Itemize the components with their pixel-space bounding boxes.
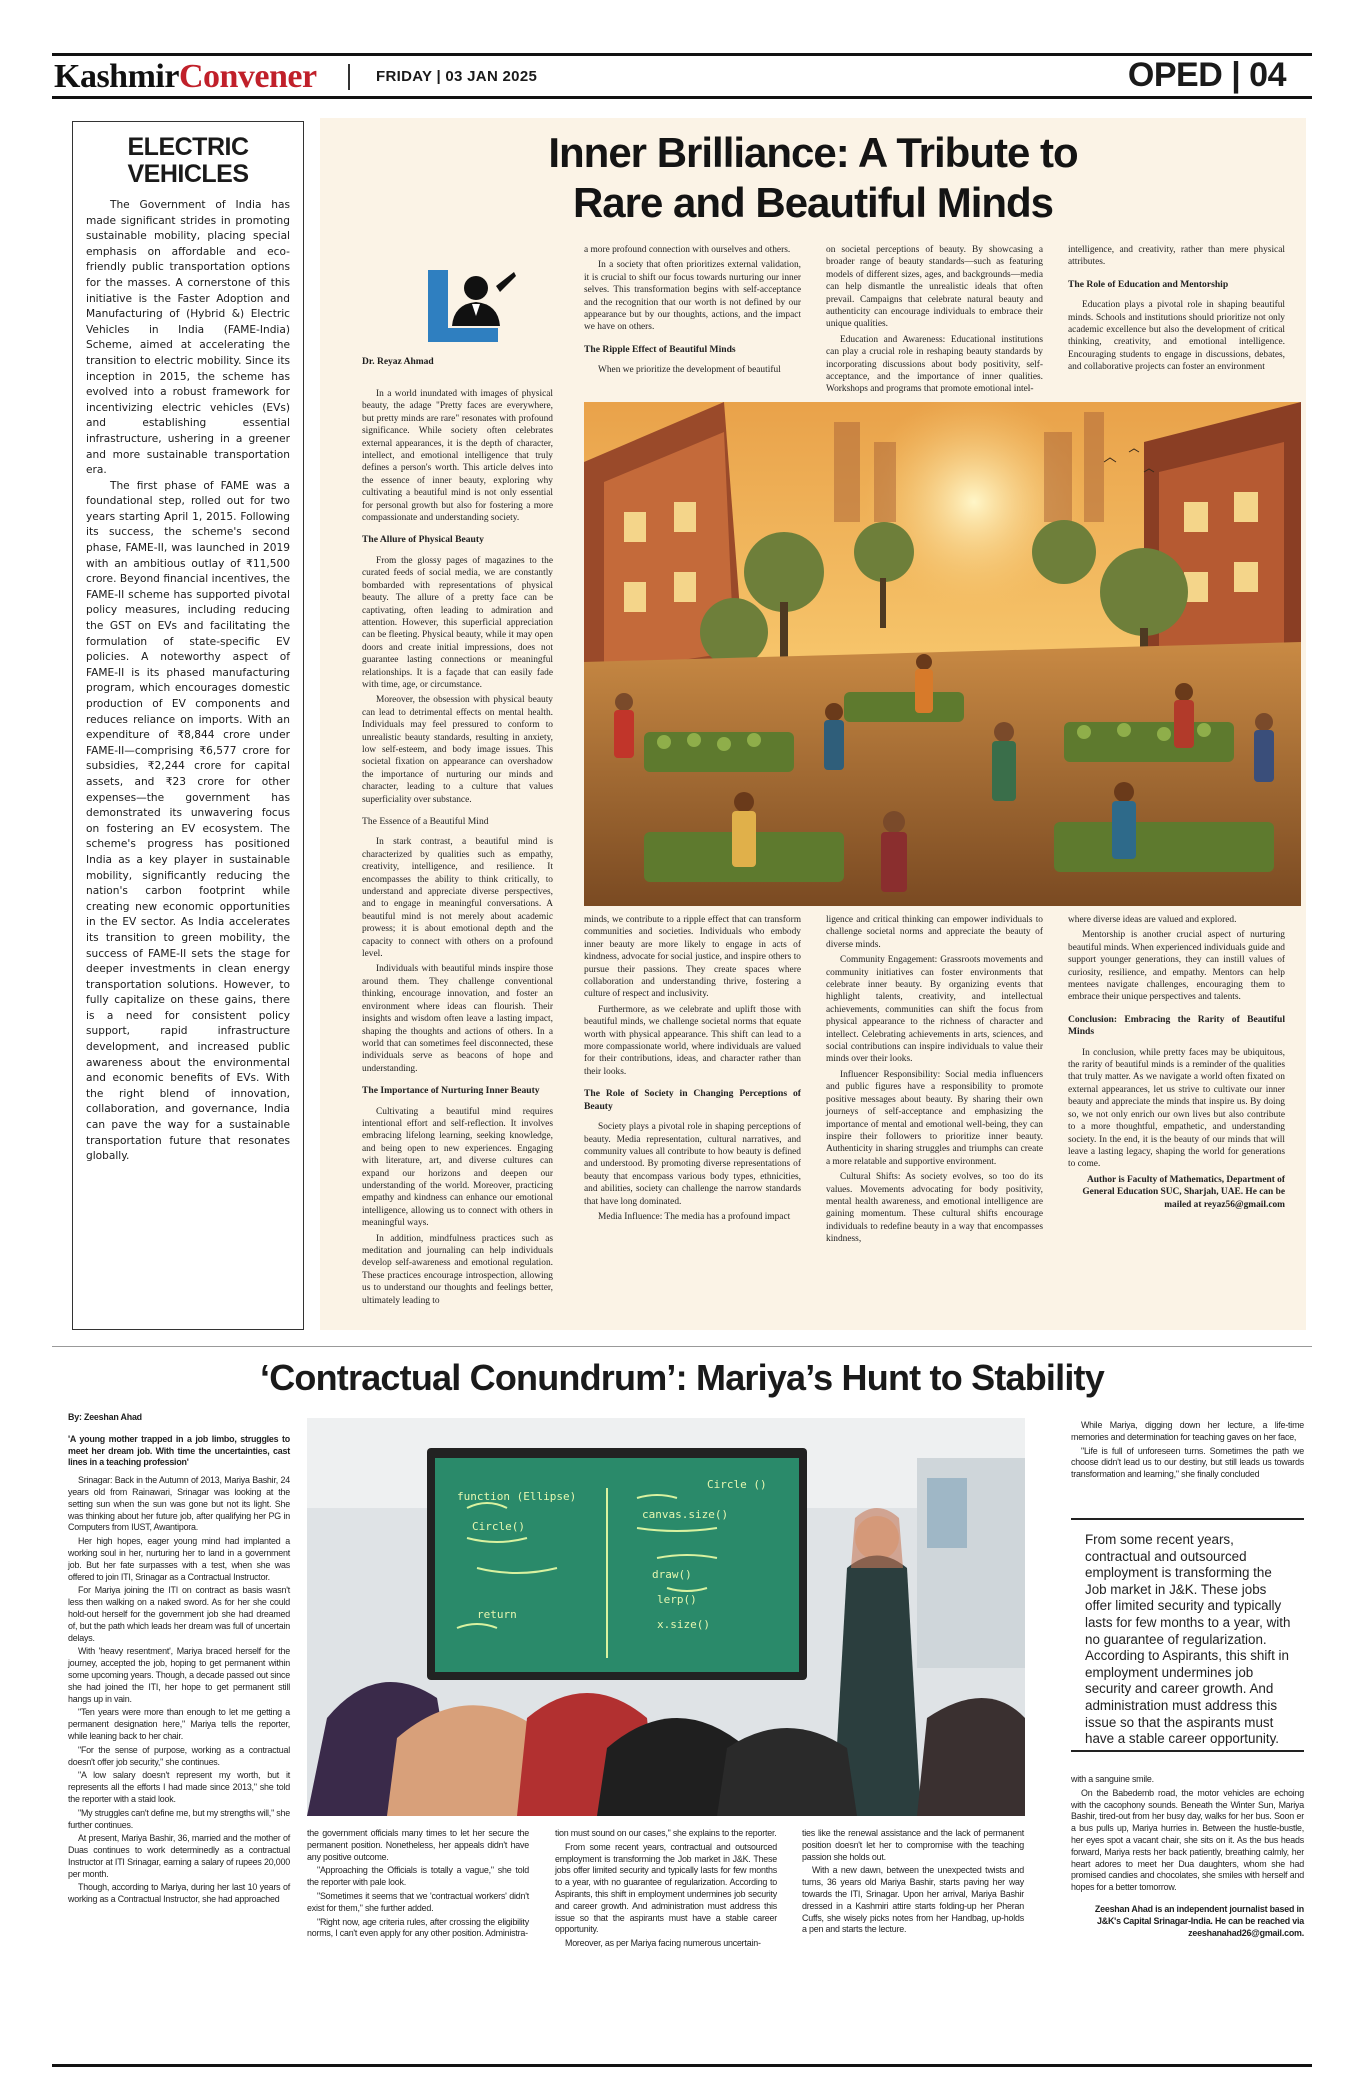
story2-column-5-upper (1071, 1420, 1304, 1483)
story2-byline: By: Zeeshan Ahad (68, 1412, 142, 1422)
paragraph: "A low salary doesn't represent my worth, but it represents all the efforts I had made since 2013," she told the reporter with a staid look. (68, 1770, 290, 1804)
paragraph: From some recent years, contractual and outsourced employment is transforming the Job market in J&K. These jobs offer limited security and typically lasts for few months to a year, with no guarantee of regularization. According to Aspirants, this shift in employment undermines job security and career growth. And administration must address this issue so that the aspirants must have a stable career opportunity. (555, 1841, 777, 1935)
subheading: The Allure of Physical Beauty (362, 534, 484, 546)
feature-headline[interactable] (320, 128, 1306, 228)
logo-part-kashmir: Kashmir (54, 58, 179, 95)
feature-headline-line1: Inner Brilliance: A Tribute to (548, 129, 1078, 176)
board-text: x.size() (657, 1618, 710, 1631)
newspaper-logo[interactable] (54, 58, 317, 96)
paragraph: Cultural Shifts: As society evolves, so too do its values. Movements advocating for body positivity, mental health awareness, and emotional intelligence are gaining momentum. These cultural shifts encourage individuals to redefine beauty in a way that encompasses kindness, (826, 1172, 1043, 1245)
paragraph: From the glossy pages of magazines to the curated feeds of social media, we are constantly bombarded with representations of physical beauty. The allure of a pretty face can be captivating, often leading to admiration and attention. However, this superficial appreciation can be fleeting. Physical beauty, while it may open doors and create initial impressions, does not guarantee lasting connections or meaningful relationships. It is a façade that can easily fade with time, age, or circumstance. (362, 555, 553, 690)
subheading: The Essence of a Beautiful Mind (362, 816, 489, 827)
paragraph: "For the sense of purpose, working as a contractual doesn't offer job security," she continues. (68, 1744, 290, 1767)
story2-column-2 (307, 1828, 529, 1942)
paragraph: tion must sound on our cases," she explains to the reporter. (555, 1828, 777, 1838)
paragraph: Furthermore, as we celebrate and uplift those with beautiful minds, we challenge societal norms that equate worth with physical appearance. This shift can lead to a more compassionate world, where individuals are valued for their contributions, ideas, and character rather than their looks. (584, 1004, 801, 1077)
paragraph: Society plays a pivotal role in shaping perceptions of beauty. Media representation, cultural narratives, and community values all contribute to how beauty is defined and understood. By promoting diverse representations of beauty that encompass various body types, ethnicities, and abilities, society can challenge the narrow standards that have long dominated. (584, 1122, 801, 1207)
story2-standfirst: 'A young mother trapped in a job limbo, struggles to meet her dream job. With time the uncertainties, cast lines in a teaching profession' (68, 1433, 290, 1468)
paragraph: the government officials many times to let her secure the permanent position. Nonetheless, her appeals didn't have any positive outcome. (307, 1828, 529, 1862)
feature-column-4-lower (1068, 914, 1285, 1214)
logo-part-convener: Convener (178, 58, 317, 95)
author-avatar-icon (426, 268, 518, 344)
feature-byline: Dr. Reyaz Ahmad (362, 357, 434, 367)
paragraph: Though, according to Mariya, during her last 10 years of working as a Contractual Instructor, she had approached (68, 1882, 290, 1905)
paragraph: on societal perceptions of beauty. By showcasing a broader range of beauty standards—such as featuring models of different sizes, ages, and backgrounds—media can help dismantle the unrealistic ideals that often prevail. Campaigns that celebrate natural beauty and authenticity can encourage individuals to embrace their unique qualities. (826, 245, 1043, 330)
classroom-photo (307, 1418, 1025, 1816)
paragraph: Moreover, as per Mariya facing numerous uncertain- (565, 1938, 761, 1949)
feature-headline-line2: Rare and Beautiful Minds (572, 179, 1054, 226)
paragraph: For Mariya joining the ITI on contract as basis wasn't less then walking on a naked sword. As for her she could hold-out herself for the government job she had dreamed of, but the path which leads her dream was full of uncertain delays. (68, 1585, 290, 1643)
sidebar-title: ELECTRIC VEHICLES (127, 133, 249, 188)
paragraph: "Right now, age criteria rules, after crossing the eligibility norms, I can't even apply for any other position. Administra- (307, 1916, 529, 1939)
issue-date: FRIDAY | 03 JAN 2025 (376, 68, 538, 85)
paragraph: Srinagar: Back in the Autumn of 2013, Mariya Bashir, 24 years old from Rainawari, Srinagar was looking at the setting sun when the sun was gone but not its light. She was thinking about her future job, after qualifying her PG in Computers from IUST, Awantipora. (68, 1475, 290, 1533)
author-note: Author is Faculty of Mathematics, Department of General Education SUC, Sharjah, UAE. He can be mailed at reyaz56@gmail.com (1082, 1174, 1285, 1210)
paragraph: In stark contrast, a beautiful mind is characterized by qualities such as empathy, creativity, intelligence, and resilience. It encompasses the ability to think critically, to understand and appreciate diverse perspectives, and to engage in meaningful conversations. A beautiful mind is not merely about academic prowess; it is about emotional depth and the capacity to connect with others on a profound level. (362, 837, 553, 960)
story2-column-4 (802, 1828, 1024, 1938)
electric-vehicles-sidebar (72, 121, 304, 1330)
story2-headline[interactable]: ‘Contractual Conundrum’: Mariya’s Hunt to Stability (260, 1357, 1104, 1398)
paragraph: Individuals with beautiful minds inspire those around them. They challenge conventional thinking, encourage innovation, and foster an environment where ideas can flourish. Their insights and wisdom often leave a lasting impact, shaping the thoughts and actions of others. In a world that can sometimes feel disconnected, these individuals serve as beacons of hope and understanding. (362, 964, 553, 1074)
paragraph: On the Babedemb road, the motor vehicles are echoing with the cacophony sounds. Beneath the Winter Sun, Mariya Bashir, tired-out from her busy day, walks for her bus. Soon er a bus pulls up, Mariya hurries in. Between the hustle-bustle, her eyes spot a vacant chair, she sits on it. As the bus heads forward, Mariya rests her back patiently, breathing calmly, her heart adores to meet her Dua daughters, whom she had promised candies and chocolates, she smiles with herself and hopes for a better tomorrow. (1071, 1787, 1304, 1893)
paragraph: Influencer Responsibility: Social media influencers and public figures have a responsibility to promote positive messages about beauty. By sharing their own journeys of self-acceptance and emphasizing the importance of mental and emotional well-being, they can inspire their followers to prioritize inner beauty. Authenticity in sharing struggles and triumphs can create a more relatable and supportive environment. (826, 1069, 1043, 1167)
paragraph: In a society that often prioritizes external validation, it is crucial to shift our focus towards nurturing our inner selves. This transformation begins with self-acceptance and the recognition that our worth is not defined by our appearance but by our thoughts, actions, and the impact we have on others. (584, 260, 801, 333)
paragraph: with a sanguine smile. (1071, 1774, 1154, 1784)
story2-column-3 (555, 1828, 777, 1952)
paragraph: "Approaching the Officials is totally a vague," she told the reporter with pale look. (307, 1865, 529, 1888)
paragraph: where diverse ideas are valued and explored. (1068, 915, 1237, 925)
paragraph: intelligence, and creativity, rather than mere physical attributes. (1068, 245, 1285, 268)
feature-column-4-upper (1068, 244, 1285, 377)
paragraph: minds, we contribute to a ripple effect that can transform communities and societies. Individuals who embody inner beauty are more likely to engage in acts of kindness, advocate for social justice, and inspire others to pursue their passions. They create spaces where collaboration and understanding thrive, fostering a culture of respect and inclusivity. (584, 915, 801, 1000)
subheading: The Ripple Effect of Beautiful Minds (584, 343, 736, 355)
paragraph: "Ten years were more than enough to let me getting a permanent designation here," Mariya tells the reporter, while leaning back to her chair. (68, 1707, 290, 1741)
paragraph: Media Influence: The media has a profound impact (598, 1211, 791, 1222)
feature-column-1 (362, 388, 553, 1310)
paragraph: In a world inundated with images of physical beauty, the adage "Pretty faces are everywhere, but pretty minds are rare" resonates with profound significance. While society often celebrates external appearances, it is the depth of character, intellect, and emotional intelligence that truly defines a person's worth. This article delves into the essence of inner beauty, exploring why cultivating a beautiful mind is not only essential for personal growth but also for fostering a more compassionate and understanding society. (362, 389, 553, 524)
page-section-label: OPED | 04 (1127, 56, 1286, 94)
paragraph: Moreover, the obsession with physical beauty can lead to detrimental effects on mental health. Individuals may feel pressured to conform to unrealistic beauty standards, resulting in anxiety, low self-esteem, and body image issues. This societal fixation on appearance can overshadow the importance of nurturing our minds and character, leading to a culture that values superficiality over substance. (362, 695, 553, 805)
paragraph: While Mariya, digging down her lecture, a life-time memories and determination for teaching gaves on her face, (1071, 1420, 1304, 1442)
board-text: Circle () (707, 1478, 767, 1491)
paragraph: Education and Awareness: Educational institutions can play a crucial role in reshaping beauty standards by incorporating discussions about body positivity, self-acceptance, and the importance of inner qualities. Workshops and programs that promote emotional intel- (826, 334, 1043, 395)
board-text: return (477, 1608, 517, 1621)
section-divider (52, 1346, 1312, 1347)
sidebar-paragraph: The Government of India has made significant strides in promoting sustainable mobility, placing special emphasis on affordable and eco-friendly public transportation options for the masses. A cornerstone of this initiative is the Faster Adoption and Manufacturing of (Hybrid &) Electric Vehicles in India (FAME-India) Scheme, aimed at accelerating the transition to electric mobility. Since its inception in 2015, the scheme has evolved into a robust framework for incentivizing electric vehicles (EVs) and establishing essential infrastructure, ushering in a greener and more sustainable transportation era. (86, 199, 290, 477)
page-bottom-rule (52, 2064, 1312, 2067)
masthead-separator (348, 64, 350, 90)
board-text: draw() (652, 1568, 692, 1581)
subheading: Conclusion: Embracing the Rarity of Beautiful Minds (1068, 1013, 1285, 1038)
paragraph: When we prioritize the development of beautiful (598, 365, 781, 376)
board-text: Circle() (472, 1520, 525, 1533)
sidebar-paragraph: The first phase of FAME was a foundational step, rolled out for two years starting April 1, 2015. Following its success, the scheme's second phase, FAME-II, was launched in 2019 with an ambitious outlay of ₹11,500 crore. Beyond financial incentives, the FAME-II scheme has supported pivotal policy measures, including reducing the GST on EVs and facilitating the formulation of state-specific EV policies. A noteworthy aspect of FAME-II is its phased manufacturing program, which encourages domestic production of EV components and reduces reliance on imports. With an expenditure of ₹8,844 crore under FAME-II—comprising ₹6,577 crore for subsidies, ₹2,244 crore for capital assets, and ₹23 crore for other expenses—the government has demonstrated its unwavering focus on fostering an EV ecosystem. The scheme's progress has positioned India as a key player in sustainable mobility, significantly reducing the nation's carbon footprint while creating new economic opportunities in the EV sector. As India accelerates its transition to green mobility, the success of FAME-II sets the stage for deeper investments in clean energy transportation solutions. However, to fully capitalize on these gains, there is a need for consistent policy support, rapid infrastructure development, and increased public awareness about the environmental and economic benefits of EVs. With the right blend of innovation, collaboration, and governance, India can pave the way for a sustainable transportation future that resonates globally. (86, 479, 290, 1163)
feature-column-3-lower (826, 914, 1043, 1249)
paragraph: "Sometimes it seems that we 'contractual workers' didn't exist for them," she further added. (307, 1890, 529, 1913)
paragraph: Her high hopes, eager young mind had implanted a working soul in her, nurturing her to land in a government job. But her fate surpasses with a test, when she was offered to join ITI, Srinagar as a Contractual Instructor. (68, 1536, 290, 1582)
paragraph: Cultivating a beautiful mind requires intentional effort and self-reflection. It involves embracing lifelong learning, seeking knowledge, and being open to new experiences. Engaging with literature, art, and diverse cultures can expand our horizons and deepen our understanding of the world. Moreover, practicing empathy and kindness can enhance our emotional intelligence, allowing us to connect with others in meaningful ways. (362, 1106, 553, 1229)
paragraph: "My struggles can't define me, but my strengths will," she further continues. (68, 1807, 290, 1830)
board-text: function (Ellipse) (457, 1490, 577, 1503)
feature-column-3-upper (826, 244, 1043, 399)
paragraph: a more profound connection with ourselves and others. (584, 245, 791, 255)
board-text: lerp() (657, 1593, 697, 1606)
paragraph: At present, Mariya Bashir, 36, married and the mother of Duas continues to work determinedly as a contractual Instructor at ITI Srinagar, earning a salary of rupees 20,000 per month. (68, 1833, 290, 1879)
paragraph: In conclusion, while pretty faces may be ubiquitous, the rarity of beautiful minds is a reminder of the qualities that truly matter. As we navigate a world often fixated on external appearances, let us strive to cultivate our inner beauty and appreciate the minds that inspire us. By doing so, we not only enrich our own lives but also contribute to a more thoughtful, empathetic, and understanding society. In the end, it is the beauty of our minds that will leave a lasting legacy, shaping the world for generations to come. (1068, 1047, 1285, 1170)
subheading: The Importance of Nurturing Inner Beauty (362, 1085, 540, 1097)
paragraph: Community Engagement: Grassroots movements and community initiatives can foster environments that celebrate inner beauty. By organizing events that highlight talents, creativity, and intellectual achievements, communities can shift the focus from physical appearance to the richness of character and intellect. Celebrating achievements in arts, sciences, and social contributions can inspire individuals to value their minds over their looks. (826, 955, 1043, 1065)
board-text: canvas.size() (642, 1508, 729, 1521)
paragraph: ligence and critical thinking can empower individuals to challenge societal norms and appreciate the beauty of diverse minds. (826, 915, 1043, 950)
paragraph: "Life is full of unforeseen turns. Sometimes the path we choose didn't lead us to our destiny, but still leads us towards transformation and learning," she finally concluded (1071, 1445, 1304, 1480)
sidebar-body (86, 198, 290, 1165)
paragraph: Mentorship is another crucial aspect of nurturing beautiful minds. When experienced individuals guide and support younger generations, they can instill values of curiosity, resilience, and empathy. Mentors can help mentees navigate challenges, encouraging them to embrace their unique perspectives and talents. (1068, 930, 1285, 1003)
paragraph: In addition, mindfulness practices such as meditation and journaling can help individuals develop self-awareness and emotional regulation. These practices encourage introspection, allowing us to understand our thoughts and feelings better, ultimately leading to (362, 1233, 553, 1306)
paragraph: With 'heavy resentment', Mariya braced herself for the journey, accepted the job, hoping to get permanent within some upcoming years. Though, a decade passed out since she had joined the ITI, her hope to get permanent still hangs up in vain. (68, 1646, 290, 1704)
author-note: Zeeshan Ahad is an independent journalist based in J&K's Capital Srinagar-India. He can be reached via zeeshanahad26@gmail.com. (1094, 1903, 1304, 1938)
masthead-bottom-rule (52, 96, 1312, 99)
paragraph: Education plays a pivotal role in shaping beautiful minds. Schools and institutions should prioritize not only academic excellence but also the development of critical thinking, creativity, and emotional intelligence. Encouraging students to engage in discussions, debates, and collaborative projects can foster an environment (1068, 300, 1285, 373)
masthead-top-rule (52, 53, 1312, 56)
subheading: The Role of Society in Changing Perceptions of Beauty (584, 1088, 801, 1112)
paragraph: ties like the renewal assistance and the lack of permanent position doesn't let her to compromise with the teaching passion she holds out. (802, 1828, 1024, 1862)
story2-column-5-lower (1071, 1774, 1304, 1941)
story2-column-1 (68, 1412, 290, 1908)
feature-column-2-lower (584, 914, 801, 1226)
community-garden-illustration (584, 402, 1301, 906)
pull-quote: From some recent years, contractual and outsourced employment is transforming the Job market in J&K. These jobs offer limited security and typically lasts for few months to a year, with no guarantee of regularization. According to Aspirants, this shift in employment undermines job security and career growth. And administration must address this issue so that the aspirants must have a stable career opportunity. (1071, 1518, 1304, 1752)
feature-column-2-upper (584, 244, 801, 380)
subheading: The Role of Education and Mentorship (1068, 278, 1229, 290)
paragraph: With a new dawn, between the unexpected twists and turns, 36 years old Mariya Bashir, starts paving her way towards the ITI, Srinagar. Upon her arrival, Mariya Bashir dressed in a Kashmiri attire starts folding-up her Pheran Cuffs, she wisely picks notes from her Handbag, up-holds a pen and starts the lecture. (802, 1865, 1024, 1935)
